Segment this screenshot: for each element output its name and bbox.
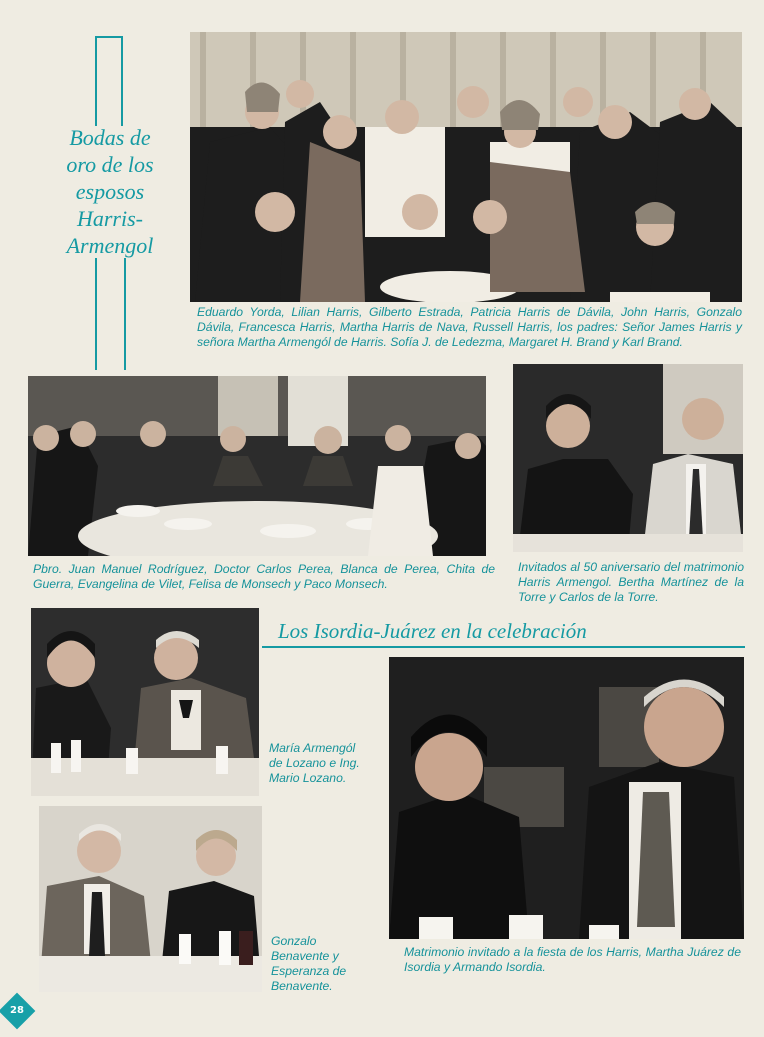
caption-guests-table: Pbro. Juan Manuel Rodríguez, Doctor Carlos Perea, Blanca de Perea, Chita de Guerra, Evangelina de Vilet, Felisa de Monsech y Paco Monsech. bbox=[33, 562, 495, 591]
section-title-underline bbox=[262, 646, 745, 648]
benavente-couple-photo bbox=[39, 806, 262, 992]
page-number: 28 bbox=[10, 1005, 24, 1016]
group-portrait-photo bbox=[190, 32, 742, 302]
lozano-couple-photo bbox=[31, 608, 259, 796]
title-bracket-bottom-left bbox=[95, 258, 97, 370]
caption-group-portrait: Eduardo Yorda, Lilian Harris, Gilberto Estrada, Patricia Harris de Dávila, John Harris, Gonzalo Dávila, Francesca Harris, Martha Harris de Nava, Russell Harris, los padres: Señor James Harris y señora Martha Armengól de Harris. Sofía J. de Ledezma, Margaret H. Brand y Karl Brand. bbox=[197, 305, 742, 349]
caption-de-la-torre: Invitados al 50 aniversario del matrimonio Harris Armengol. Bertha Martínez de la Torre y Carlos de la Torre. bbox=[518, 560, 744, 604]
section-title-bodas bbox=[40, 124, 180, 259]
title-bracket-top-right bbox=[121, 36, 123, 126]
couple-de-la-torre-photo bbox=[513, 364, 743, 552]
title-line: esposos bbox=[75, 179, 145, 204]
caption-isordia: Matrimonio invitado a la fiesta de los Harris, Martha Juárez de Isordia y Armando Isordia. bbox=[404, 945, 741, 974]
title-bracket-top-left bbox=[95, 36, 97, 126]
section-title-isordia-juarez: Los Isordia-Juárez en la celebración bbox=[278, 619, 587, 643]
caption-lozano: María Armengól de Lozano e Ing. Mario Lozano. bbox=[269, 741, 360, 785]
isordia-couple-photo bbox=[389, 657, 744, 939]
title-line: oro de los bbox=[66, 152, 154, 177]
title-bracket-top-cap bbox=[95, 36, 123, 38]
page-number-badge bbox=[0, 993, 35, 1030]
title-line: Bodas de bbox=[69, 125, 151, 150]
title-line: Armengol bbox=[66, 233, 154, 258]
title-line: Harris- bbox=[76, 206, 143, 231]
caption-benavente: Gonzalo Benavente y Esperanza de Benavente. bbox=[271, 934, 347, 993]
guests-table-photo bbox=[28, 376, 486, 556]
title-bracket-bottom-right bbox=[124, 258, 126, 370]
